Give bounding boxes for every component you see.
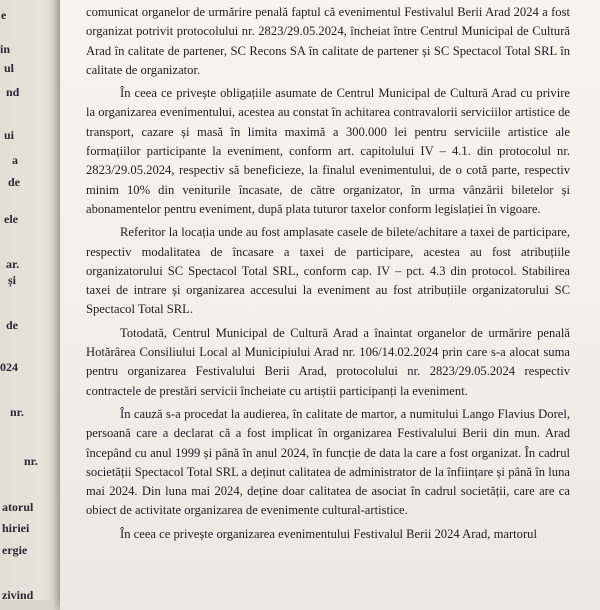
margin-fragment: zivind: [2, 588, 34, 600]
margin-fragment: in: [0, 42, 11, 56]
paragraph: În ceea ce privește obligațiile asumate de Centrul Municipal de Cultură Arad cu privire la organizarea evenimentului, acestea au constat în achitarea contravalorii serviciilor artistice de transport, cazare și masă în limita maximă a 300.000 lei pentru serviciile artistice ale formațiilor participante la eveniment, conform art. capitolului IV – 4.1. din protocolul nr. 2823/29.05.2024, respectiv să beneficieze, la finalul evenimentului, de o cotă parte, respectiv minim 10% din veniturile încasate, de către organizator, în urma vânzării biletelor și abonamentelor pentru eveniment, după plata tuturor taxelor conform legislației în vigoare.: [86, 86, 570, 216]
margin-fragment: ergie: [2, 543, 28, 557]
paragraph: În cauză s-a procedat la audierea, în calitate de martor, a numitului Lango Flavius Dorel, persoană care a declarat că a fost implicat în organizarea Festivalului Berii din mun. Arad începând cu anul 1999 și până în anul 2024, în funcție de data la care a fost organizat. În cadrul societății Spectacol Total SRL a deținut calitatea de administrator de la înființare și până în luna mai 2024. Din luna mai 2024, deține doar calitatea de asociat în cadrul societății, care are ca obiect de activitate organizarea de evenimente cultural-artistice.: [86, 406, 570, 518]
paragraph: Totodată, Centrul Municipal de Cultură Arad a înaintat organelor de urmărire penală Hotărârea Consiliului Local al Municipiului Arad nr. 106/14.02.2024 prin care s-a alocat suma pentru organizarea Festivalului Berii Arad, protocolului nr. 2823/29.05.2024 respectiv contractele de prestări servicii încheiate cu artiștii participanți la eveniment.: [86, 325, 570, 398]
margin-fragment: nr.: [24, 454, 38, 468]
paragraph: comunicat organelor de urmărire penală faptul că evenimentul Festivalul Berii Arad 2024 a fost organizat potrivit protocolului nr. 2823/29.05.2024, încheiat între Centrul Municipal de Cultură Arad în calitate de partener, SC Recons SA în calitate de partener și SC Spectacol Total SRL în calitate de organizator.: [86, 5, 570, 77]
margin-fragment: nr.: [10, 405, 24, 419]
margin-fragment: ar.: [6, 257, 20, 271]
margin-fragment: a: [12, 153, 18, 167]
paragraph: Referitor la locația unde au fost amplasate casele de bilete/achitare a taxei de participare, respectiv modalitatea de încasare a taxei de participare, acestea au fost atribuțiile organizatorului SC Spectacol Total SRL, conform cap. IV – pct. 4.3 din protocol. Stabilirea taxei de intrare și organizarea accesului la eveniment au fost atribuțiile organizatorului SC Spectacol Total SRL.: [86, 225, 570, 317]
margin-fragment: 024: [0, 360, 18, 374]
margin-fragment: ui: [4, 128, 15, 142]
document-body: [86, 3, 570, 548]
margin-fragment: atorul: [2, 500, 34, 514]
margin-fragment: de: [6, 318, 18, 332]
paragraph: În ceea ce privește organizarea evenimentului Festivalul Berii 2024 Arad, martorul: [120, 526, 537, 541]
margin-fragment: nd: [6, 85, 20, 99]
margin-fragment: hiriei: [2, 521, 30, 535]
document-page: [60, 0, 600, 610]
margin-fragment: ele: [4, 212, 18, 226]
margin-fragment: e: [1, 8, 7, 22]
adjacent-page-strip: [0, 0, 60, 600]
margin-fragment: ul: [4, 61, 15, 75]
margin-fragment: de: [8, 175, 20, 189]
margin-fragment: și: [8, 273, 17, 287]
